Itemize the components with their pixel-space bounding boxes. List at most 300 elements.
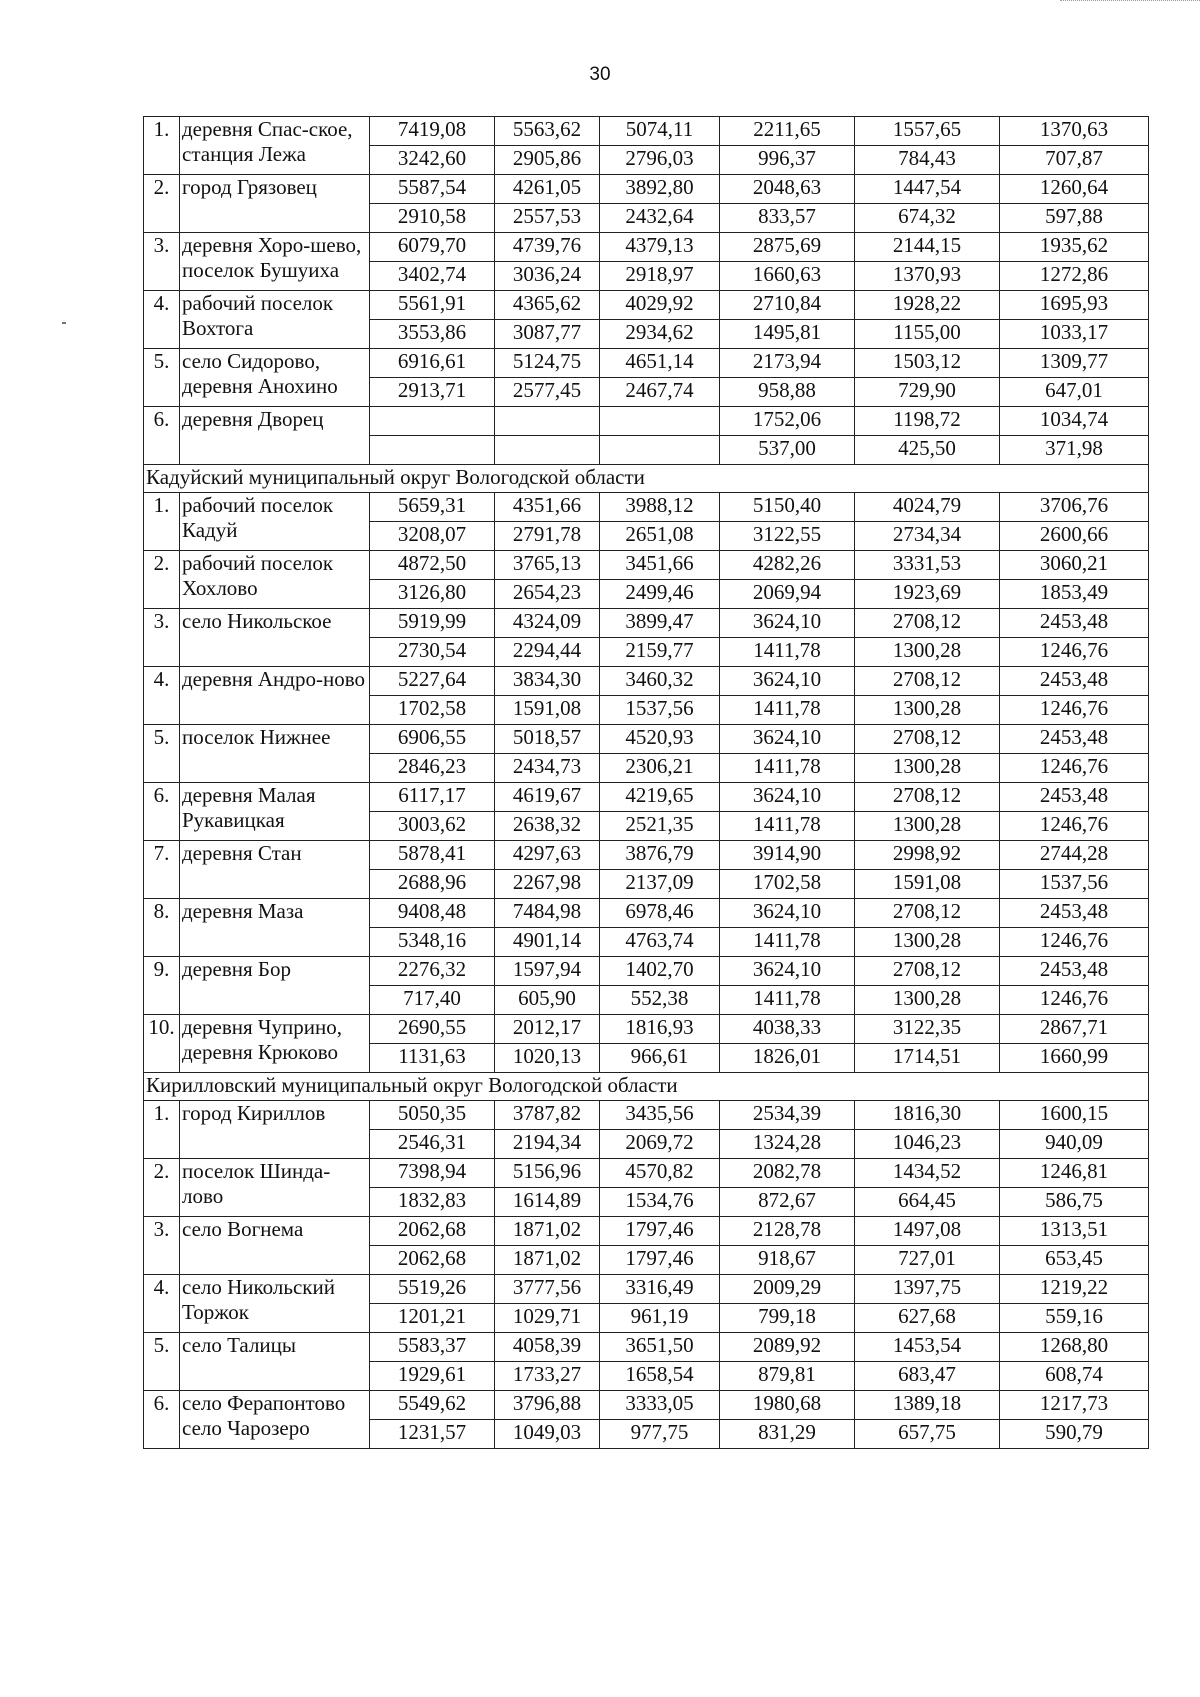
value-cell: 2708,12 — [855, 609, 1000, 638]
value-cell: 2453,48 — [1000, 783, 1149, 812]
value-cell: 2934,62 — [600, 320, 720, 349]
table-row — [144, 291, 1149, 320]
value-cell: 1660,63 — [720, 262, 855, 291]
value-cell: 879,81 — [720, 1362, 855, 1391]
value-cell: 1497,08 — [855, 1217, 1000, 1246]
value-cell: 2557,53 — [495, 204, 600, 233]
value-cell: 2128,78 — [720, 1217, 855, 1246]
value-cell: 9408,48 — [370, 899, 495, 928]
settlement-name: рабочий поселок Кадуй — [180, 493, 370, 551]
value-cell: 3624,10 — [720, 609, 855, 638]
value-cell: 3706,76 — [1000, 493, 1149, 522]
value-cell: 3624,10 — [720, 957, 855, 986]
value-cell: 1217,73 — [1000, 1391, 1149, 1420]
value-cell: 2708,12 — [855, 783, 1000, 812]
value-cell: 1411,78 — [720, 986, 855, 1015]
value-cell: 966,61 — [600, 1044, 720, 1073]
value-cell: 1597,94 — [495, 957, 600, 986]
value-cell: 627,68 — [855, 1304, 1000, 1333]
value-cell: 3892,80 — [600, 175, 720, 204]
value-cell: 3834,30 — [495, 667, 600, 696]
value-cell: 2062,68 — [370, 1246, 495, 1275]
value-cell: 4872,50 — [370, 551, 495, 580]
value-cell: 2638,32 — [495, 812, 600, 841]
settlement-name: деревня Бор — [180, 957, 370, 1015]
value-cell: 1871,02 — [495, 1246, 600, 1275]
value-cell: 2846,23 — [370, 754, 495, 783]
value-cell: 6978,46 — [600, 899, 720, 928]
value-cell: 1826,01 — [720, 1044, 855, 1073]
value-cell: 653,45 — [1000, 1246, 1149, 1275]
value-cell: 1300,28 — [855, 638, 1000, 667]
value-cell: 1300,28 — [855, 754, 1000, 783]
value-cell: 872,67 — [720, 1188, 855, 1217]
value-cell: 6117,17 — [370, 783, 495, 812]
value-cell: 5549,62 — [370, 1391, 495, 1420]
value-cell: 5156,96 — [495, 1159, 600, 1188]
value-cell: 4261,05 — [495, 175, 600, 204]
value-cell: 2194,34 — [495, 1130, 600, 1159]
value-cell: 1033,17 — [1000, 320, 1149, 349]
table-row — [144, 841, 1149, 870]
value-cell: 586,75 — [1000, 1188, 1149, 1217]
table-row — [144, 899, 1149, 928]
table-row — [144, 233, 1149, 262]
value-cell: 2708,12 — [855, 899, 1000, 928]
value-cell: 4365,62 — [495, 291, 600, 320]
value-cell: 2089,92 — [720, 1333, 855, 1362]
value-cell: 1198,72 — [855, 407, 1000, 436]
value-cell: 1300,28 — [855, 812, 1000, 841]
value-cell: 1370,63 — [1000, 117, 1149, 146]
value-cell — [495, 436, 600, 465]
value-cell: 2453,48 — [1000, 667, 1149, 696]
value-cell: 799,18 — [720, 1304, 855, 1333]
margin-dot — [62, 322, 66, 324]
table-row — [144, 957, 1149, 986]
value-cell: 1034,74 — [1000, 407, 1149, 436]
row-number: 2. — [144, 175, 180, 233]
value-cell: 1411,78 — [720, 696, 855, 725]
value-cell: 4739,76 — [495, 233, 600, 262]
value-cell: 1246,76 — [1000, 638, 1149, 667]
value-cell: 1201,21 — [370, 1304, 495, 1333]
settlement-name: деревня Хоро-шево, поселок Бушуиха — [180, 233, 370, 291]
value-cell: 4570,82 — [600, 1159, 720, 1188]
value-cell: 1557,65 — [855, 117, 1000, 146]
value-cell: 2534,39 — [720, 1101, 855, 1130]
value-cell: 1389,18 — [855, 1391, 1000, 1420]
value-cell: 2918,97 — [600, 262, 720, 291]
value-cell: 918,67 — [720, 1246, 855, 1275]
value-cell: 6079,70 — [370, 233, 495, 262]
value-cell: 1816,93 — [600, 1015, 720, 1044]
table-row — [144, 609, 1149, 638]
value-cell: 2432,64 — [600, 204, 720, 233]
value-cell: 4024,79 — [855, 493, 1000, 522]
value-cell: 1503,12 — [855, 349, 1000, 378]
settlement-name: деревня Андро-ново — [180, 667, 370, 725]
row-number: 5. — [144, 1333, 180, 1391]
value-cell: 4351,66 — [495, 493, 600, 522]
value-cell: 1752,06 — [720, 407, 855, 436]
value-cell: 3402,74 — [370, 262, 495, 291]
value-cell: 657,75 — [855, 1420, 1000, 1449]
table-row — [144, 407, 1149, 436]
table-row — [144, 1217, 1149, 1246]
value-cell: 2082,78 — [720, 1159, 855, 1188]
value-cell: 2690,55 — [370, 1015, 495, 1044]
value-cell: 4520,93 — [600, 725, 720, 754]
row-number: 8. — [144, 899, 180, 957]
value-cell: 2453,48 — [1000, 957, 1149, 986]
value-cell: 3876,79 — [600, 841, 720, 870]
value-cell: 2730,54 — [370, 638, 495, 667]
value-cell: 1816,30 — [855, 1101, 1000, 1130]
value-cell: 1411,78 — [720, 638, 855, 667]
value-cell: 5878,41 — [370, 841, 495, 870]
value-cell: 664,45 — [855, 1188, 1000, 1217]
value-cell: 2276,32 — [370, 957, 495, 986]
row-number: 4. — [144, 667, 180, 725]
row-number: 7. — [144, 841, 180, 899]
value-cell: 1397,75 — [855, 1275, 1000, 1304]
value-cell: 3316,49 — [600, 1275, 720, 1304]
value-cell: 3435,56 — [600, 1101, 720, 1130]
row-number: 5. — [144, 725, 180, 783]
value-cell: 2062,68 — [370, 1217, 495, 1246]
value-cell: 4282,26 — [720, 551, 855, 580]
value-cell: 2710,84 — [720, 291, 855, 320]
value-cell: 559,16 — [1000, 1304, 1149, 1333]
table-row — [144, 1391, 1149, 1420]
section-header-row — [144, 1073, 1149, 1101]
value-cell: 4651,14 — [600, 349, 720, 378]
value-cell: 1447,54 — [855, 175, 1000, 204]
value-cell: 1411,78 — [720, 754, 855, 783]
value-cell: 1853,49 — [1000, 580, 1149, 609]
value-cell: 1832,83 — [370, 1188, 495, 1217]
value-cell: 1658,54 — [600, 1362, 720, 1391]
row-number: 6. — [144, 407, 180, 465]
value-cell: 3460,32 — [600, 667, 720, 696]
table-row — [144, 117, 1149, 146]
value-cell: 608,74 — [1000, 1362, 1149, 1391]
value-cell: 1797,46 — [600, 1217, 720, 1246]
value-cell: 1300,28 — [855, 928, 1000, 957]
settlement-name: село Талицы — [180, 1333, 370, 1391]
value-cell: 729,90 — [855, 378, 1000, 407]
value-cell: 3624,10 — [720, 667, 855, 696]
value-cell — [370, 436, 495, 465]
value-cell: 1591,08 — [855, 870, 1000, 899]
value-cell: 1246,76 — [1000, 696, 1149, 725]
value-cell: 1049,03 — [495, 1420, 600, 1449]
value-cell: 2467,74 — [600, 378, 720, 407]
value-cell: 4038,33 — [720, 1015, 855, 1044]
value-cell: 1434,52 — [855, 1159, 1000, 1188]
value-cell: 1600,15 — [1000, 1101, 1149, 1130]
value-cell: 1537,56 — [600, 696, 720, 725]
value-cell: 3333,05 — [600, 1391, 720, 1420]
value-cell: 2791,78 — [495, 522, 600, 551]
value-cell: 3624,10 — [720, 899, 855, 928]
table-row — [144, 551, 1149, 580]
value-cell: 425,50 — [855, 436, 1000, 465]
value-cell: 1268,80 — [1000, 1333, 1149, 1362]
settlement-name: село Вогнема — [180, 1217, 370, 1275]
value-cell: 3122,55 — [720, 522, 855, 551]
value-cell: 371,98 — [1000, 436, 1149, 465]
settlement-name: деревня Дворец — [180, 407, 370, 465]
settlement-name: деревня Малая Рукавицкая — [180, 783, 370, 841]
value-cell: 1935,62 — [1000, 233, 1149, 262]
value-cell: 717,40 — [370, 986, 495, 1015]
table-row — [144, 349, 1149, 378]
value-cell: 1702,58 — [370, 696, 495, 725]
value-cell: 3087,77 — [495, 320, 600, 349]
value-cell: 1702,58 — [720, 870, 855, 899]
row-number: 4. — [144, 291, 180, 349]
value-cell: 597,88 — [1000, 204, 1149, 233]
value-cell: 2998,92 — [855, 841, 1000, 870]
value-cell: 727,01 — [855, 1246, 1000, 1275]
value-cell: 1695,93 — [1000, 291, 1149, 320]
value-cell: 5050,35 — [370, 1101, 495, 1130]
value-cell: 1591,08 — [495, 696, 600, 725]
value-cell: 3796,88 — [495, 1391, 600, 1420]
row-number: 9. — [144, 957, 180, 1015]
settlement-name: деревня Спас-ское, станция Лежа — [180, 117, 370, 175]
value-cell: 3553,86 — [370, 320, 495, 349]
row-number: 6. — [144, 1391, 180, 1449]
value-cell: 1300,28 — [855, 986, 1000, 1015]
value-cell: 1453,54 — [855, 1333, 1000, 1362]
value-cell: 2867,71 — [1000, 1015, 1149, 1044]
row-number: 1. — [144, 1101, 180, 1159]
value-cell: 2577,45 — [495, 378, 600, 407]
settlement-name: город Кириллов — [180, 1101, 370, 1159]
value-cell: 1246,76 — [1000, 928, 1149, 957]
value-cell: 6906,55 — [370, 725, 495, 754]
value-cell: 1246,76 — [1000, 812, 1149, 841]
value-cell: 2069,94 — [720, 580, 855, 609]
value-cell: 6916,61 — [370, 349, 495, 378]
value-cell: 2069,72 — [600, 1130, 720, 1159]
value-cell: 1300,28 — [855, 696, 1000, 725]
value-cell: 7419,08 — [370, 117, 495, 146]
table-row — [144, 1159, 1149, 1188]
value-cell: 940,09 — [1000, 1130, 1149, 1159]
table-row — [144, 1101, 1149, 1130]
settlement-name: село Никольский Торжок — [180, 1275, 370, 1333]
value-cell: 552,38 — [600, 986, 720, 1015]
value-cell: 2453,48 — [1000, 899, 1149, 928]
settlement-name: поселок Нижнее — [180, 725, 370, 783]
value-cell: 590,79 — [1000, 1420, 1149, 1449]
value-cell — [495, 407, 600, 436]
value-cell: 2144,15 — [855, 233, 1000, 262]
value-cell: 2654,23 — [495, 580, 600, 609]
value-cell: 3777,56 — [495, 1275, 600, 1304]
value-cell: 2294,44 — [495, 638, 600, 667]
value-cell: 2708,12 — [855, 667, 1000, 696]
value-cell: 831,29 — [720, 1420, 855, 1449]
value-cell: 1871,02 — [495, 1217, 600, 1246]
value-cell: 5348,16 — [370, 928, 495, 957]
value-cell: 961,19 — [600, 1304, 720, 1333]
value-cell: 4324,09 — [495, 609, 600, 638]
value-cell: 1219,22 — [1000, 1275, 1149, 1304]
value-cell: 3060,21 — [1000, 551, 1149, 580]
value-cell: 1929,61 — [370, 1362, 495, 1391]
value-cell: 4219,65 — [600, 783, 720, 812]
value-cell: 2651,08 — [600, 522, 720, 551]
value-cell: 1923,69 — [855, 580, 1000, 609]
row-number: 3. — [144, 609, 180, 667]
value-cell: 2159,77 — [600, 638, 720, 667]
value-cell: 2688,96 — [370, 870, 495, 899]
value-cell: 3242,60 — [370, 146, 495, 175]
value-cell: 3624,10 — [720, 725, 855, 754]
value-cell: 958,88 — [720, 378, 855, 407]
section-header-row — [144, 465, 1149, 493]
settlement-name: поселок Шинда-лово — [180, 1159, 370, 1217]
value-cell: 1155,00 — [855, 320, 1000, 349]
value-cell: 5561,91 — [370, 291, 495, 320]
value-cell: 2600,66 — [1000, 522, 1149, 551]
value-cell: 1231,57 — [370, 1420, 495, 1449]
value-cell: 1370,93 — [855, 262, 1000, 291]
value-cell: 2173,94 — [720, 349, 855, 378]
value-cell: 5659,31 — [370, 493, 495, 522]
value-cell: 1020,13 — [495, 1044, 600, 1073]
value-cell: 1797,46 — [600, 1246, 720, 1275]
value-cell: 1260,64 — [1000, 175, 1149, 204]
row-number: 1. — [144, 493, 180, 551]
value-cell: 1980,68 — [720, 1391, 855, 1420]
value-cell: 1246,81 — [1000, 1159, 1149, 1188]
value-cell: 2453,48 — [1000, 725, 1149, 754]
value-cell: 2905,86 — [495, 146, 600, 175]
value-cell: 1534,76 — [600, 1188, 720, 1217]
value-cell: 2012,17 — [495, 1015, 600, 1044]
row-number: 1. — [144, 117, 180, 175]
value-cell — [600, 407, 720, 436]
value-cell: 2708,12 — [855, 957, 1000, 986]
value-cell — [600, 436, 720, 465]
table-row — [144, 1015, 1149, 1044]
value-cell: 833,57 — [720, 204, 855, 233]
value-cell: 1272,86 — [1000, 262, 1149, 291]
value-cell: 707,87 — [1000, 146, 1149, 175]
value-cell: 2267,98 — [495, 870, 600, 899]
value-cell: 2453,48 — [1000, 609, 1149, 638]
value-cell: 2744,28 — [1000, 841, 1149, 870]
value-cell: 4763,74 — [600, 928, 720, 957]
value-cell: 5074,11 — [600, 117, 720, 146]
value-cell: 7484,98 — [495, 899, 600, 928]
section-title: Кадуйский муниципальный округ Вологодской области — [144, 465, 1149, 493]
value-cell: 5150,40 — [720, 493, 855, 522]
value-cell: 2521,35 — [600, 812, 720, 841]
value-cell: 647,01 — [1000, 378, 1149, 407]
settlement-name: деревня Стан — [180, 841, 370, 899]
value-cell: 5124,75 — [495, 349, 600, 378]
section-title: Кирилловский муниципальный округ Вологодской области — [144, 1073, 1149, 1101]
value-cell: 3899,47 — [600, 609, 720, 638]
value-cell: 996,37 — [720, 146, 855, 175]
row-number: 3. — [144, 1217, 180, 1275]
row-number: 5. — [144, 349, 180, 407]
value-cell: 1046,23 — [855, 1130, 1000, 1159]
value-cell: 5583,37 — [370, 1333, 495, 1362]
value-cell: 2910,58 — [370, 204, 495, 233]
row-number: 2. — [144, 1159, 180, 1217]
row-number: 6. — [144, 783, 180, 841]
settlement-name: село Никольское — [180, 609, 370, 667]
row-number: 10. — [144, 1015, 180, 1073]
value-cell: 4058,39 — [495, 1333, 600, 1362]
table-row — [144, 1275, 1149, 1304]
value-cell: 683,47 — [855, 1362, 1000, 1391]
value-cell: 1309,77 — [1000, 349, 1149, 378]
value-cell: 1537,56 — [1000, 870, 1149, 899]
value-cell: 3036,24 — [495, 262, 600, 291]
value-cell — [370, 407, 495, 436]
value-cell: 1660,99 — [1000, 1044, 1149, 1073]
value-cell: 674,32 — [855, 204, 1000, 233]
value-cell: 1733,27 — [495, 1362, 600, 1391]
value-cell: 2708,12 — [855, 725, 1000, 754]
row-number: 3. — [144, 233, 180, 291]
value-cell: 2546,31 — [370, 1130, 495, 1159]
settlement-name: город Грязовец — [180, 175, 370, 233]
value-cell: 2875,69 — [720, 233, 855, 262]
value-cell: 1614,89 — [495, 1188, 600, 1217]
row-number: 4. — [144, 1275, 180, 1333]
table-row — [144, 667, 1149, 696]
value-cell: 784,43 — [855, 146, 1000, 175]
value-cell: 5519,26 — [370, 1275, 495, 1304]
value-cell: 1246,76 — [1000, 754, 1149, 783]
value-cell: 4029,92 — [600, 291, 720, 320]
value-cell: 605,90 — [495, 986, 600, 1015]
value-cell: 5227,64 — [370, 667, 495, 696]
value-cell: 1313,51 — [1000, 1217, 1149, 1246]
settlement-name: село Ферапонтово село Чарозеро — [180, 1391, 370, 1449]
row-number: 2. — [144, 551, 180, 609]
value-cell: 1402,70 — [600, 957, 720, 986]
page-number: 30 — [589, 64, 611, 85]
settlement-name: рабочий поселок Хохлово — [180, 551, 370, 609]
value-cell: 1029,71 — [495, 1304, 600, 1333]
value-cell: 3331,53 — [855, 551, 1000, 580]
value-cell: 4619,67 — [495, 783, 600, 812]
value-cell: 2434,73 — [495, 754, 600, 783]
value-cell: 3624,10 — [720, 783, 855, 812]
value-cell: 2137,09 — [600, 870, 720, 899]
value-cell: 3787,82 — [495, 1101, 600, 1130]
settlement-name: село Сидорово, деревня Анохино — [180, 349, 370, 407]
value-cell: 537,00 — [720, 436, 855, 465]
table-body — [144, 117, 1149, 1449]
value-cell: 3003,62 — [370, 812, 495, 841]
value-cell: 3208,07 — [370, 522, 495, 551]
tariff-table — [143, 116, 1149, 1449]
value-cell: 5587,54 — [370, 175, 495, 204]
value-cell: 1324,28 — [720, 1130, 855, 1159]
